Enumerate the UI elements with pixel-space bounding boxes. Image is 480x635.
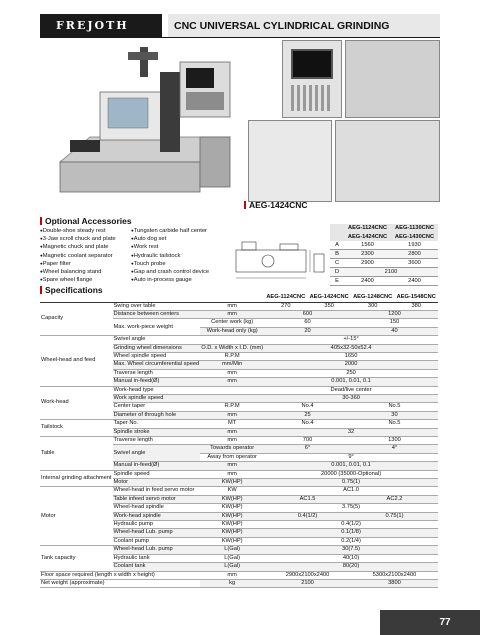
table-header-row <box>40 294 438 302</box>
table-cell: 40(10) <box>264 554 438 562</box>
list-item: ● Tungsten carbide half center <box>131 227 209 235</box>
table-cell: Grinding wheel dimensions <box>113 344 201 352</box>
table-cell: Distance between centers <box>113 310 201 318</box>
list-item: ● Wheel balancing stand <box>40 268 116 276</box>
table-cell: 2000 <box>264 361 438 369</box>
table-cell: 1930 <box>391 241 438 250</box>
table-cell: D <box>330 268 344 277</box>
table-cell: Spindle speed <box>113 470 201 478</box>
table-row <box>330 224 438 233</box>
table-row <box>330 250 438 259</box>
table-cell: 1650 <box>264 352 438 360</box>
list-item: ● Gap and crash control device <box>131 268 209 276</box>
list-item: ● Work rest <box>131 243 209 251</box>
table-cell: mm <box>200 571 264 579</box>
table-row <box>40 302 438 310</box>
table-cell: 30-360 <box>264 394 438 402</box>
table-cell: Swing over table <box>113 302 201 310</box>
table-cell: Work-head spindle <box>113 512 201 520</box>
workhead-photo <box>335 120 440 202</box>
accessories-title: Optional Accessories <box>40 216 132 226</box>
table-cell: Work spindle speed <box>113 394 201 402</box>
wheel-head-photo <box>345 40 440 118</box>
table-row <box>40 579 438 587</box>
table-cell: Away from operator <box>200 453 264 461</box>
table-cell: Work-head only (kg) <box>200 327 264 335</box>
table-cell: Table <box>40 437 113 471</box>
table-cell: 0.75(1) <box>264 479 438 487</box>
table-cell: mm <box>200 369 264 377</box>
control-screen <box>291 49 333 79</box>
table-cell: KW(HP) <box>200 479 264 487</box>
table-row <box>40 437 438 445</box>
brand-logo: FREJOTH <box>40 14 162 38</box>
table-cell: 2900 <box>344 259 391 268</box>
table-cell: Wheel-head and feed <box>40 336 113 386</box>
table-cell: 0.4(1/2) <box>264 512 351 520</box>
table-cell: 2900x2100x2400 <box>264 571 351 579</box>
table-cell: 1560 <box>344 241 391 250</box>
table-row <box>40 420 438 428</box>
table-cell: 32 <box>264 428 438 436</box>
accessories-list-1 <box>40 227 116 284</box>
table-cell: 700 <box>264 437 351 445</box>
table-cell: Net weight (approximate) <box>40 579 200 587</box>
table-cell: Diameter of through hole <box>113 411 201 419</box>
table-cell: Table infeed servo motor <box>113 495 201 503</box>
list-item: ● 3-Jaw scroll chuck and plate <box>40 235 116 243</box>
table-cell: Wheel-head Lub. pump <box>113 529 201 537</box>
table-cell: 30(7.5) <box>264 546 438 554</box>
table-row <box>330 233 438 242</box>
specifications-table <box>40 294 438 588</box>
table-cell: KW(HP) <box>200 512 264 520</box>
table-cell: 1300 <box>351 437 438 445</box>
table-cell: AEG-1124CNC <box>344 224 391 233</box>
table-cell: KW(HP) <box>200 521 264 529</box>
specifications-title: Specifications <box>40 285 103 295</box>
table-cell: mm <box>200 462 264 470</box>
list-item: ● Hydraulic tailstock <box>131 252 209 260</box>
table-cell: Swivel angle <box>113 336 201 344</box>
page-title: CNC UNIVERSAL CYLINDRICAL GRINDING <box>168 14 440 38</box>
column-header: AEG-1124CNC <box>264 294 307 302</box>
table-cell: 25 <box>264 411 351 419</box>
table-cell: Wheel-head in feed servo motor <box>113 487 201 495</box>
table-cell: AEG-1430CNC <box>391 233 438 242</box>
table-cell: 20 <box>264 327 351 335</box>
table-cell: KW(HP) <box>200 504 264 512</box>
table-cell: B <box>330 250 344 259</box>
table-cell: mm <box>200 302 264 310</box>
table-cell: 20000 (35000-Optional) <box>264 470 438 478</box>
table-cell: Center work (kg) <box>200 319 264 327</box>
table-row <box>40 571 438 579</box>
list-item: ● Double-shoe steady rest <box>40 227 116 235</box>
control-keys <box>291 85 333 111</box>
table-cell: Traverse length <box>113 369 201 377</box>
header-divider <box>40 37 440 38</box>
table-cell: KW(HP) <box>200 529 264 537</box>
table-cell: Tailstock <box>40 420 113 437</box>
table-cell: kg <box>200 579 264 587</box>
table-cell: Dead/live center <box>264 386 438 394</box>
table-cell: No.5 <box>351 403 438 411</box>
table-cell: No.4 <box>264 420 351 428</box>
table-cell: L(Gal) <box>200 554 264 562</box>
table-cell: O.D. x Width x I.D. (mm) <box>201 344 264 351</box>
table-cell: mm <box>200 378 264 386</box>
model-label: AEG-1424CNC <box>244 200 308 210</box>
list-item: ● Magnetic chuck and plate <box>40 243 116 251</box>
page-number: 77 <box>380 610 480 635</box>
page-header <box>0 14 480 38</box>
table-cell <box>200 386 264 394</box>
table-cell: 40 <box>351 327 438 335</box>
table-cell: Work-head type <box>113 386 201 394</box>
table-cell: Floor space required (length x width x height) <box>40 571 200 579</box>
table-cell: Max. work-piece weight <box>113 319 201 336</box>
table-cell: +/-15° <box>264 336 438 344</box>
table-cell: Work-head <box>40 386 113 420</box>
table-cell: Coolant tank <box>113 563 201 571</box>
table-cell: 380 <box>394 302 438 310</box>
table-cell: L(Gal) <box>200 563 264 571</box>
table-cell: 60 <box>264 319 351 327</box>
table-cell: AEG-1130CNC <box>391 224 438 233</box>
table-cell: Hydraulic pump <box>113 521 201 529</box>
table-cell: KW(HP) <box>200 495 264 503</box>
dimensions-table <box>330 224 438 286</box>
table-cell: mm <box>200 428 264 436</box>
table-cell: mm/Min <box>200 361 264 369</box>
table-cell: R.P.M <box>200 403 264 411</box>
table-cell: 150 <box>351 319 438 327</box>
table-cell: 300 <box>351 302 395 310</box>
table-cell: R.P.M <box>200 352 264 360</box>
table-row <box>330 277 438 286</box>
table-row <box>40 470 438 478</box>
table-cell: Manual in-feed(Ø) <box>113 378 201 386</box>
table-cell: Traverse length <box>113 437 201 445</box>
table-cell: 4° <box>351 445 438 453</box>
table-cell: Motor <box>113 479 201 487</box>
table-cell: Hydraulic tank <box>113 554 201 562</box>
table-cell: 0.4(1/2) <box>264 521 438 529</box>
table-cell: AEG-1424CNC <box>344 233 391 242</box>
table-cell: Max. Wheel circumferential speed <box>113 361 200 368</box>
table-cell: Tank capacity <box>40 546 113 571</box>
table-cell: Wheel-head spindle <box>113 504 201 512</box>
table-cell: 1200 <box>351 310 438 318</box>
table-row <box>330 268 438 277</box>
table-cell: L(Gal) <box>200 546 264 554</box>
table-cell: Swivel angle <box>113 445 201 462</box>
table-cell: MT <box>200 420 264 428</box>
table-cell: KW <box>200 487 264 495</box>
table-cell: Coolant pump <box>113 537 201 545</box>
table-row <box>330 241 438 250</box>
list-item: ● Paper filter <box>40 260 116 268</box>
column-header: AEG-1424CNC <box>307 294 351 302</box>
table-cell: AC1.5 <box>264 495 351 503</box>
table-cell: 6° <box>264 445 351 453</box>
table-cell: 0.001, 0.01, 0.1 <box>264 378 438 386</box>
table-cell: 600 <box>264 310 351 318</box>
accessories-list-2 <box>131 227 209 284</box>
table-cell: No.5 <box>351 420 438 428</box>
table-cell: Towards operator <box>200 445 264 453</box>
table-cell: 30 <box>351 411 438 419</box>
table-cell: mm <box>200 310 264 318</box>
table-cell: Manual in-feed(Ø) <box>113 462 201 470</box>
table-cell: 80(20) <box>264 563 438 571</box>
table-cell: 0.001, 0.01, 0.1 <box>264 462 438 470</box>
list-item: ● Magnetic coolant separator <box>40 252 116 260</box>
table-row <box>330 259 438 268</box>
grinding-detail-photo <box>248 120 332 202</box>
table-cell: 2300 <box>344 250 391 259</box>
machine-photo <box>40 42 240 202</box>
table-row <box>40 336 438 344</box>
table-cell: 0.1(1/8) <box>264 529 438 537</box>
table-cell: 0.75(1) <box>351 512 438 520</box>
table-cell: C <box>330 259 344 268</box>
table-cell: 2400 <box>344 277 391 286</box>
table-cell: Spindle stroke <box>113 428 201 436</box>
control-panel-photo <box>282 40 342 118</box>
table-cell: AC2.2 <box>351 495 438 503</box>
table-cell: 2800 <box>391 250 438 259</box>
table-cell: 350 <box>307 302 351 310</box>
table-row <box>40 386 438 394</box>
table-cell: E <box>330 277 344 286</box>
table-cell: A <box>330 241 344 250</box>
list-item: ● Auto in-process gauge <box>131 276 209 284</box>
table-cell: Internal grinding attachment <box>40 470 113 487</box>
table-row <box>40 546 438 554</box>
table-cell: 5300x2100x2400 <box>351 571 438 579</box>
table-cell <box>200 394 264 402</box>
specifications-body <box>40 302 438 588</box>
table-cell: No.4 <box>264 403 351 411</box>
table-cell: Taper No. <box>113 420 201 428</box>
table-cell: Capacity <box>40 302 113 336</box>
table-cell: Wheel-head Lub. pump <box>113 546 201 554</box>
column-header: AEG-1548CNC <box>394 294 438 302</box>
table-cell: 2400 <box>391 277 438 286</box>
table-cell: 250 <box>264 369 438 377</box>
table-cell: KW(HP) <box>200 537 264 545</box>
table-cell <box>200 336 264 344</box>
list-item: ● Auto dog set <box>131 235 209 243</box>
table-cell: 3.75(5) <box>264 504 438 512</box>
table-cell: Wheel spindle speed <box>113 352 201 360</box>
dimension-diagram <box>228 236 328 286</box>
table-cell: AC1.0 <box>264 487 438 495</box>
table-row <box>40 487 438 495</box>
table-cell: mm <box>200 470 264 478</box>
table-cell: Motor <box>40 487 113 546</box>
list-item: ● Spare wheel flange <box>40 276 116 284</box>
table-cell: Center taper <box>113 403 201 411</box>
table-cell: 2100 <box>264 579 351 587</box>
table-cell: 9° <box>264 453 438 461</box>
table-cell: 270 <box>264 302 307 310</box>
table-cell: 3600 <box>391 259 438 268</box>
table-cell: 405x32-50x52.4 <box>264 344 438 352</box>
table-cell: 3800 <box>351 579 438 587</box>
column-header: AEG-1248CNC <box>351 294 395 302</box>
list-item: ● Touch probe <box>131 260 209 268</box>
table-cell: 2100 <box>344 268 438 277</box>
table-cell: 0.2(1/4) <box>264 537 438 545</box>
table-cell: mm <box>200 411 264 419</box>
table-cell: mm <box>200 437 264 445</box>
